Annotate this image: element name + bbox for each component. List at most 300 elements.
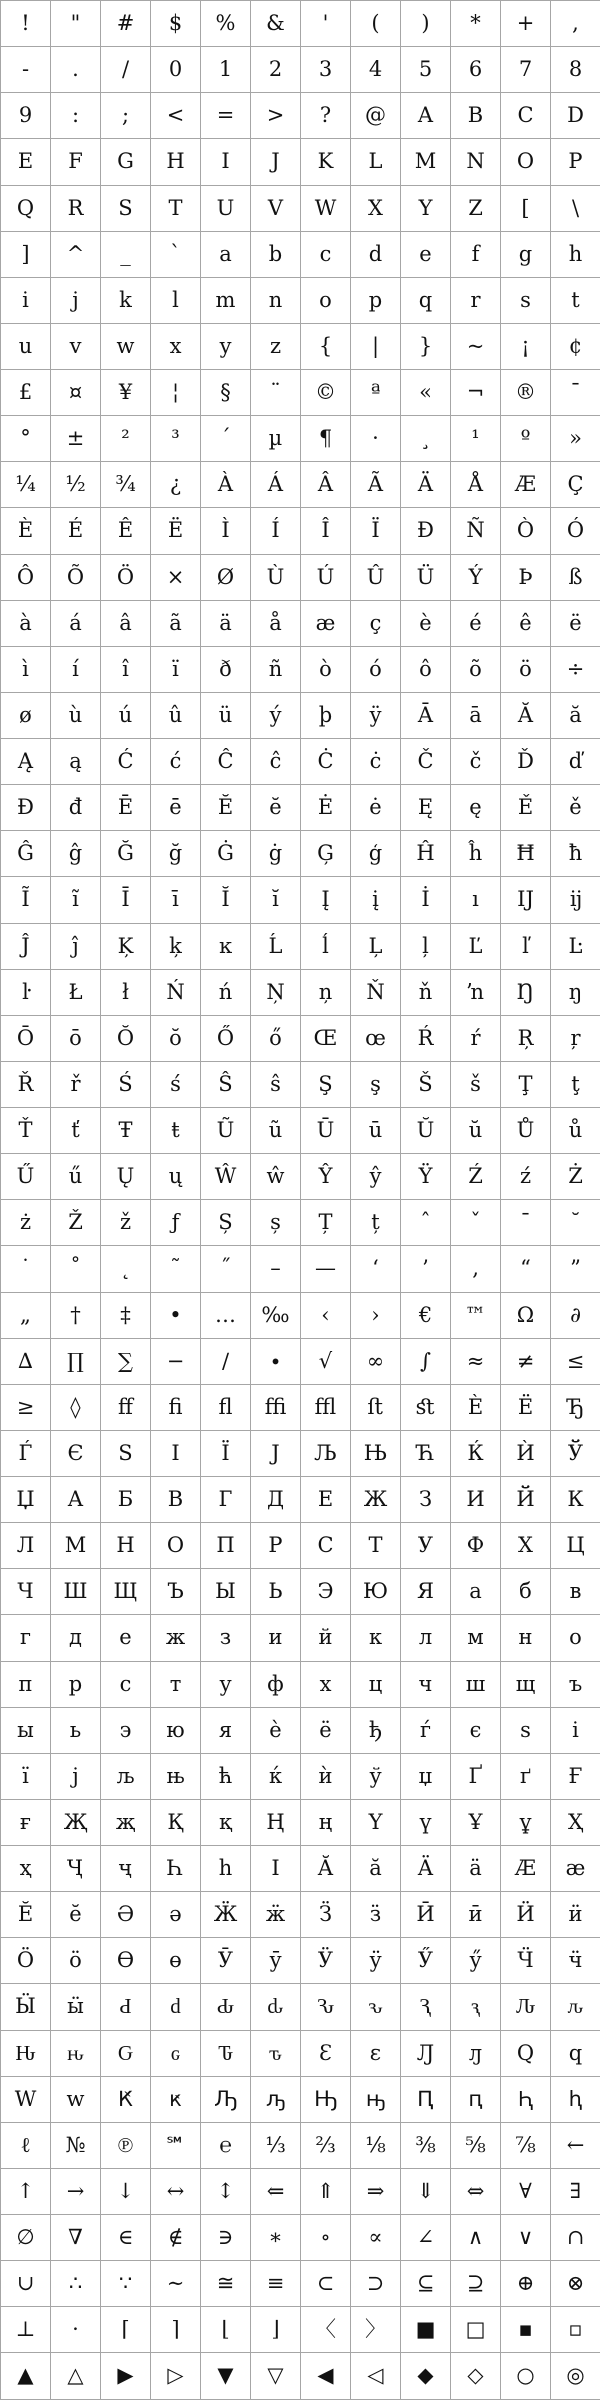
glyph-cell [501,278,551,324]
glyph-cell [151,1154,201,1200]
glyph: ∀ [519,2178,532,2203]
glyph: Ә [116,1902,135,1927]
glyph: ⊆ [416,2271,435,2296]
glyph: ⇑ [316,2178,335,2203]
glyph: ` [170,241,181,266]
glyph-cell [251,924,301,970]
glyph-cell [551,647,600,693]
glyph-cell [351,1846,401,1892]
glyph: À [217,472,234,497]
glyph-cell [1,2169,51,2215]
glyph: ˇ [470,1210,481,1235]
glyph: ≈ [466,1348,485,1373]
glyph-cell [101,1385,151,1431]
glyph: Ń [166,979,185,1004]
glyph-cell [501,1,551,47]
glyph-cell [251,278,301,324]
glyph-cell [201,370,251,416]
glyph: n [268,287,283,312]
glyph: ś [170,1071,181,1096]
glyph: ą [69,749,82,774]
glyph: П [216,1533,235,1558]
glyph: а [469,1579,482,1604]
glyph-cell [1,1293,51,1339]
glyph-cell [101,416,151,462]
glyph-cell [401,2307,451,2353]
glyph: Ĩ [21,887,30,912]
glyph-cell [551,2077,600,2123]
glyph-cell [351,1108,401,1154]
glyph: C [517,103,534,128]
glyph: 2 [268,57,283,82]
glyph: ԥ [468,2086,483,2111]
glyph-cell [201,1800,251,1846]
glyph-cell [251,1754,301,1800]
glyph: э [119,1717,132,1742]
glyph-cell [301,1200,351,1246]
glyph-cell [401,2353,451,2399]
glyph: Ԝ [14,2086,37,2111]
glyph: µ [268,426,283,451]
glyph: ĉ [269,749,282,774]
glyph: қ [219,1809,232,1834]
glyph-cell [101,1062,151,1108]
glyph-cell [301,831,351,877]
glyph: ŗ [570,1025,581,1050]
glyph-cell [1,1800,51,1846]
glyph-cell [251,2261,301,2307]
glyph-cell [101,601,151,647]
glyph: Ť [18,1118,33,1143]
glyph: E [17,149,34,174]
glyph-cell [201,2353,251,2399]
glyph-cell [351,1754,401,1800]
glyph: m [215,287,236,312]
glyph-cell [151,1523,201,1569]
glyph: △ [67,2363,84,2388]
glyph-cell [251,1708,301,1754]
glyph: ŭ [468,1118,483,1143]
glyph-cell [351,2261,401,2307]
glyph-cell [301,924,351,970]
glyph: Ҳ [568,1809,583,1834]
glyph-cell [101,1708,151,1754]
glyph: ﬁ [168,1394,183,1419]
glyph-cell [251,1846,301,1892]
glyph-cell [451,232,501,278]
glyph: ˙ [20,1256,31,1281]
glyph: º [520,426,531,451]
glyph: ŵ [266,1164,285,1189]
glyph-cell [401,1154,451,1200]
glyph: ª [370,380,381,405]
glyph: ﬅ [367,1394,384,1419]
glyph: Ӗ [17,1902,34,1927]
glyph-cell [201,2215,251,2261]
glyph-cell [401,416,451,462]
glyph-cell [501,2307,551,2353]
glyph: Ģ [317,841,334,866]
glyph-cell [101,370,151,416]
glyph-cell [151,601,201,647]
glyph-cell [51,1246,101,1292]
glyph-cell [1,278,51,324]
glyph-cell [101,1200,151,1246]
glyph: û [168,702,183,727]
glyph: ԟ [169,2086,182,2111]
glyph: ӵ [568,1948,583,1973]
glyph-cell [551,1569,600,1615]
glyph-cell [201,2031,251,2077]
glyph: „ [20,1302,31,1327]
glyph-cell [351,647,401,693]
glyph: š [470,1071,481,1096]
glyph-cell [551,693,600,739]
glyph-cell [351,47,401,93]
glyph-cell [501,2169,551,2215]
glyph-cell [351,693,401,739]
glyph: Ĕ [217,795,234,820]
glyph-cell [201,186,251,232]
glyph: Ş [318,1071,333,1096]
glyph: ~ [466,333,485,358]
glyph: A [417,103,434,128]
glyph-cell [101,1938,151,1984]
glyph-cell [301,2261,351,2307]
glyph-cell [401,1800,451,1846]
glyph-cell [51,1846,101,1892]
glyph-cell [351,555,401,601]
glyph-cell [301,1892,351,1938]
glyph: • [169,1302,182,1327]
glyph-cell [151,139,201,185]
glyph-cell [51,508,101,554]
glyph-cell [51,647,101,693]
glyph-cell [501,555,551,601]
glyph-cell [201,278,251,324]
glyph-cell [351,1615,401,1661]
glyph-cell [301,416,351,462]
glyph: ҳ [19,1856,32,1881]
glyph-cell [551,508,600,554]
glyph: Є [67,1440,84,1465]
glyph-cell [551,1662,600,1708]
glyph: ◁ [367,2363,384,2388]
glyph-cell [151,508,201,554]
glyph: Ԇ [419,1994,432,2019]
glyph: Җ [63,1809,88,1834]
glyph: ∈ [117,2225,134,2250]
glyph: ł [122,979,129,1004]
glyph: g [518,241,533,266]
glyph: å [269,610,282,635]
glyph-cell [151,232,201,278]
glyph: @ [365,103,386,128]
glyph-cell [501,1062,551,1108]
glyph: ∆ [18,1348,33,1373]
glyph-cell [551,1339,600,1385]
glyph-cell [401,1938,451,1984]
glyph-cell [501,970,551,1016]
glyph: Ћ [416,1440,435,1465]
glyph-cell [51,370,101,416]
glyph-cell [551,2123,600,2169]
glyph: ∘ [320,2225,331,2250]
glyph: ˜ [170,1256,181,1281]
glyph: _ [120,241,131,266]
glyph-cell [101,1754,151,1800]
glyph-cell [551,877,600,923]
glyph: Ź [468,1164,483,1189]
glyph-cell [51,1200,101,1246]
glyph: Ӵ [517,1948,534,1973]
glyph-cell [251,1800,301,1846]
glyph-cell [501,2031,551,2077]
glyph: ũ [268,1118,283,1143]
glyph: Ӹ [15,1994,36,2019]
glyph-cell [551,324,600,370]
glyph-cell [51,278,101,324]
glyph-cell [501,1615,551,1661]
glyph-cell [1,1846,51,1892]
glyph-cell [401,1892,451,1938]
glyph: ⅓ [265,2132,286,2157]
glyph: Ţ [518,1071,533,1096]
glyph-cell [451,1062,501,1108]
glyph: Ì [221,518,230,543]
glyph: Ь [268,1579,283,1604]
glyph-cell [101,1892,151,1938]
glyph: ½ [65,472,86,497]
glyph: · [372,426,379,451]
glyph-cell [151,462,201,508]
glyph-cell [1,1754,51,1800]
glyph-cell [201,739,251,785]
glyph: т [169,1671,182,1696]
glyph-cell [451,2353,501,2399]
glyph-cell [201,831,251,877]
glyph: u [18,333,33,358]
glyph: ņ [318,979,333,1004]
glyph: Ж [363,1487,388,1512]
glyph-cell [1,324,51,370]
glyph-cell [351,278,401,324]
glyph: ń [218,979,233,1004]
glyph: ? [319,103,332,128]
glyph: Č [417,749,434,774]
glyph: Ã [367,472,384,497]
glyph: Ý [468,564,483,589]
glyph: ⊃ [366,2271,385,2296]
glyph: и [268,1625,283,1650]
glyph-cell [101,1569,151,1615]
glyph: Ӕ [514,1856,537,1881]
glyph-cell [501,508,551,554]
glyph: ¶ [318,426,333,451]
glyph-cell [101,1984,151,2030]
glyph: Ѐ [467,1394,484,1419]
glyph: Д [266,1487,285,1512]
glyph: i [22,287,29,312]
glyph-cell [101,2215,151,2261]
glyph-cell [201,1246,251,1292]
glyph: = [216,103,235,128]
glyph-cell [451,462,501,508]
glyph: č [469,749,482,774]
glyph: ĕ [269,795,282,820]
glyph: B [467,103,484,128]
glyph: Ż [568,1164,583,1189]
glyph: Ӣ [416,1902,435,1927]
glyph: ӣ [468,1902,483,1927]
glyph: ĳ [569,887,582,912]
glyph: » [569,426,582,451]
glyph-cell [501,462,551,508]
glyph: ■ [415,2317,436,2342]
glyph-cell [351,186,401,232]
glyph-cell [1,508,51,554]
glyph: З [418,1487,433,1512]
glyph: ³ [171,426,180,451]
glyph: - [21,57,30,82]
glyph: ù [68,702,83,727]
glyph-cell [51,1,101,47]
glyph: Ũ [216,1118,235,1143]
glyph: ź [519,1164,532,1189]
glyph: ԁ [170,1994,181,2019]
glyph: Ŋ [516,979,535,1004]
glyph: Ќ [467,1440,484,1465]
glyph-cell [351,2031,401,2077]
glyph: õ [469,656,482,681]
glyph-cell [451,970,501,1016]
glyph: ƒ [171,1210,180,1235]
glyph: ¬ [466,380,485,405]
glyph-cell [151,186,201,232]
glyph-cell [251,324,301,370]
glyph: Ԓ [416,2040,435,2065]
glyph: И [466,1487,485,1512]
glyph-cell [201,970,251,1016]
glyph: ◇ [467,2363,484,2388]
glyph: ⊥ [15,2317,36,2342]
glyph-cell [501,1708,551,1754]
glyph-cell [51,1754,101,1800]
glyph-cell [451,1246,501,1292]
glyph: Ӧ [16,1948,35,1973]
glyph-cell [451,877,501,923]
glyph-cell [351,2077,401,2123]
glyph-cell [501,186,551,232]
glyph: х [319,1671,332,1696]
glyph-cell [101,1293,151,1339]
glyph: ∠ [416,2225,435,2250]
glyph: ӥ [568,1902,583,1927]
glyph-cell [551,47,600,93]
glyph: Ș [218,1210,233,1235]
glyph-cell [251,877,301,923]
glyph-cell [1,1016,51,1062]
glyph: Ъ [167,1579,184,1604]
glyph: . [72,57,79,82]
glyph-cell [401,93,451,139]
glyph: ⌊ [221,2317,230,2342]
glyph: Џ [16,1487,35,1512]
glyph: ė [369,795,382,820]
glyph-cell [551,1523,600,1569]
glyph: ŝ [270,1071,281,1096]
glyph-cell [151,1431,201,1477]
glyph: ӑ [369,1856,382,1881]
glyph: † [70,1302,81,1327]
glyph-cell [401,2031,451,2077]
glyph-cell [351,2169,401,2215]
glyph-cell [551,1246,600,1292]
glyph: ▼ [217,2363,234,2388]
glyph: Ÿ [418,1164,433,1189]
glyph-cell [451,2031,501,2077]
glyph-cell [301,508,351,554]
glyph: J [271,149,280,174]
glyph: 3 [318,57,333,82]
glyph: ⇒ [366,2178,385,2203]
glyph-cell [101,2031,151,2077]
glyph-cell [501,1293,551,1339]
glyph: Ї [221,1440,230,1465]
glyph-cell [501,831,551,877]
glyph-cell [151,416,201,462]
glyph: ∝ [368,2225,383,2250]
glyph: ū [368,1118,383,1143]
glyph: … [215,1302,236,1327]
glyph: ԍ [170,2040,181,2065]
glyph-cell [101,739,151,785]
glyph: Ё [517,1394,534,1419]
glyph-cell [551,1293,600,1339]
glyph: ⊕ [516,2271,535,2296]
glyph-cell [101,232,151,278]
glyph-cell [51,2077,101,2123]
glyph: ě [569,795,582,820]
glyph: Ŝ [218,1071,233,1096]
glyph-cell [351,1200,401,1246]
glyph-cell [401,139,451,185]
glyph: њ [166,1763,185,1788]
glyph-cell [451,1846,501,1892]
glyph-cell [51,93,101,139]
glyph: Ć [117,749,134,774]
glyph: N [466,149,485,174]
glyph: Å [467,472,484,497]
glyph-cell [351,2353,401,2399]
glyph: ť [71,1118,80,1143]
glyph-cell [1,1523,51,1569]
glyph-cell [1,2123,51,2169]
glyph-cell [351,924,401,970]
glyph: Y [418,195,433,220]
glyph-cell [251,2169,301,2215]
glyph-cell [51,462,101,508]
glyph: ĝ [68,841,83,866]
glyph-cell [451,508,501,554]
glyph-cell [451,1523,501,1569]
glyph-cell [251,1154,301,1200]
glyph: ӹ [67,1994,84,2019]
glyph: \ [571,195,580,220]
glyph: ↕ [216,2178,235,2203]
glyph-cell [501,1477,551,1523]
glyph: ˛ [120,1256,131,1281]
